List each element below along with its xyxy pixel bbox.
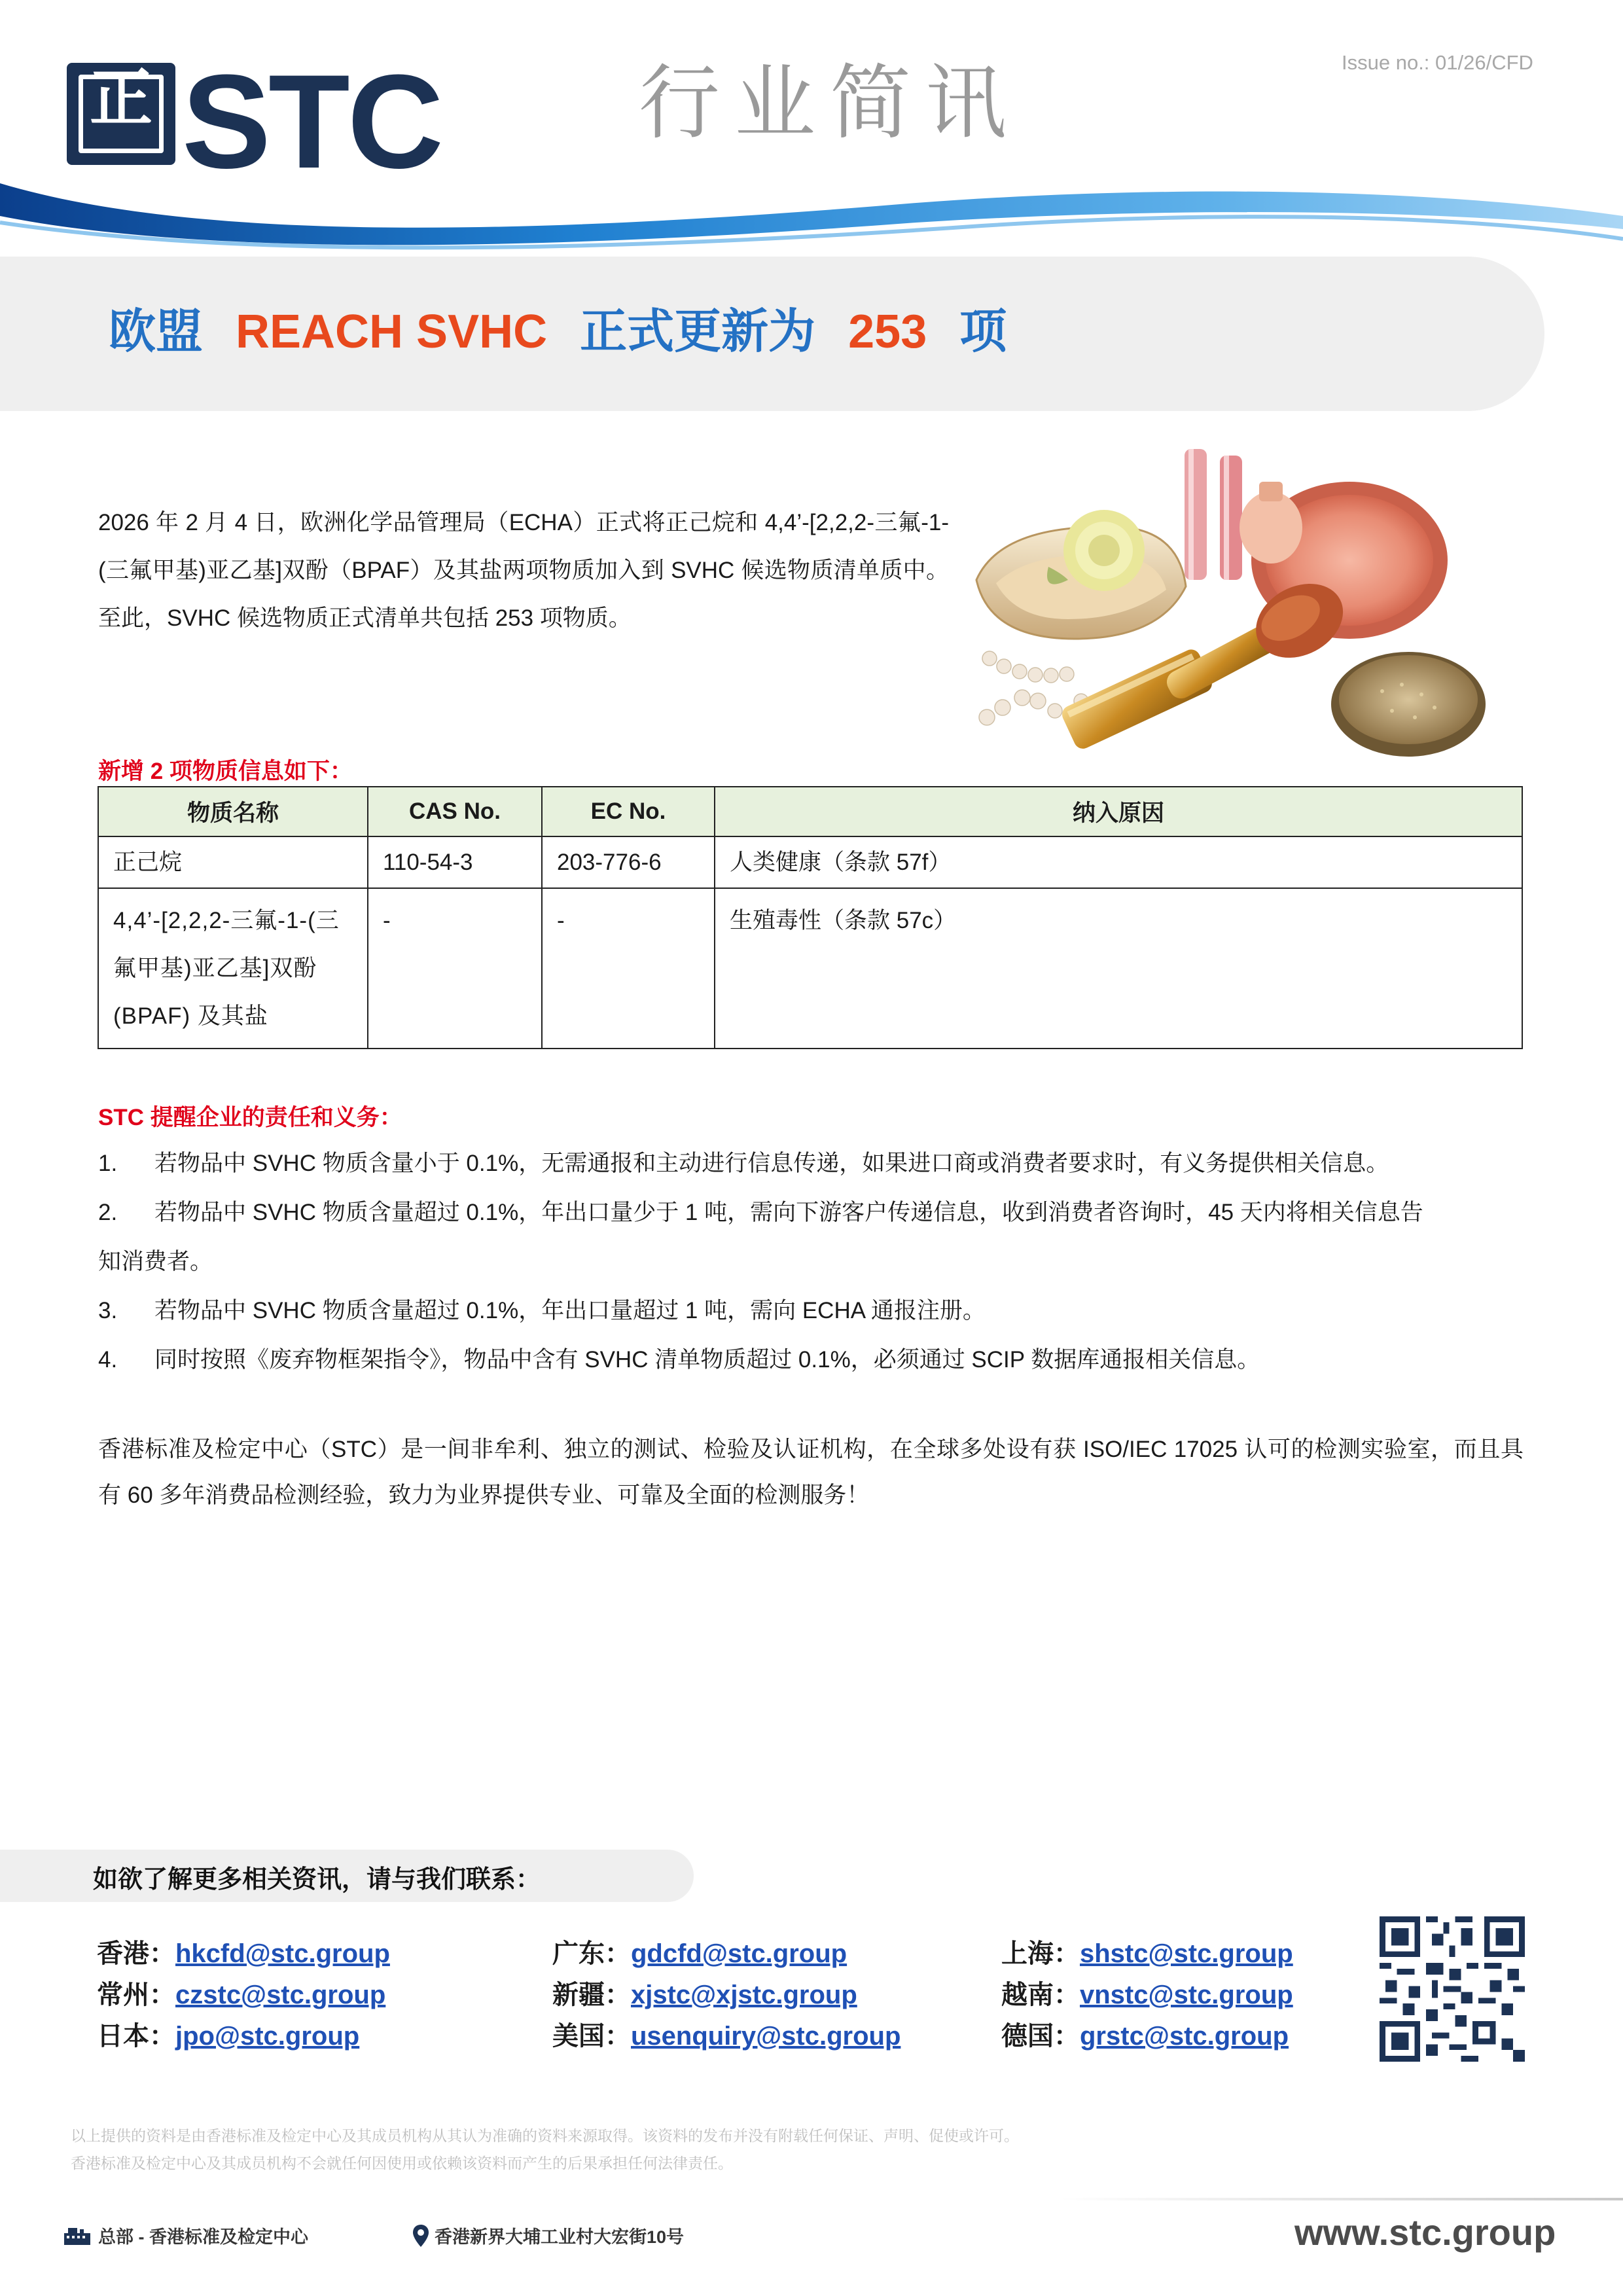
contact-item <box>97 1933 390 1975</box>
email-link[interactable]: shstc@stc.group <box>1080 1939 1293 1968</box>
disclaimer <box>71 2122 1019 2177</box>
newsletter-title: 行业简讯 <box>639 56 1022 151</box>
list-number: 1. <box>98 1151 118 1176</box>
footer-headquarters <box>63 2223 308 2248</box>
contact-label: 日本： <box>97 2022 175 2051</box>
column-header: 物质名称 <box>98 787 368 836</box>
contact-label: 美国： <box>552 2022 631 2051</box>
contact-column <box>1001 1933 1293 2057</box>
table-row <box>98 836 1522 888</box>
contact-label: 广东： <box>552 1939 631 1968</box>
qr-code[interactable] <box>1380 1916 1525 2062</box>
contact-item <box>97 2016 390 2057</box>
table-cell: - <box>542 888 715 1049</box>
list-text: 同时按照《废弃物框架指令》，物品中含有 SVHC 清单物质超过 0.1%，必须通过 SCIP 数据库通报相关信息。 <box>154 1347 1260 1372</box>
list-number: 4. <box>98 1347 118 1372</box>
column-header: 纳入原因 <box>715 787 1522 836</box>
table-heading: 新增 2 项物质信息如下： <box>98 759 353 784</box>
contact-column <box>97 1933 390 2057</box>
email-link[interactable]: jpo@stc.group <box>175 2022 360 2051</box>
list-item <box>98 1139 1524 1188</box>
list-item <box>98 1286 1524 1335</box>
table-header-row <box>98 787 1522 836</box>
list-text: 若物品中 SVHC 物质含量小于 0.1%，无需通报和主动进行信息传递，如果进口商或消费者要求时，有义务提供相关信息。 <box>154 1151 1389 1176</box>
location-pin-icon <box>412 2224 429 2248</box>
logo-emblem <box>67 63 175 165</box>
address-text: 香港新界大埔工业村大宏街10号 <box>435 2227 685 2247</box>
table-cell: 110-54-3 <box>368 836 542 888</box>
table-cell: 人类健康（条款 57f） <box>715 836 1522 888</box>
title-part-reach: REACH SVHC <box>236 306 548 358</box>
list-text: 若物品中 SVHC 物质含量超过 0.1%，年出口量超过 1 吨，需向 ECHA 通报注册。 <box>154 1298 986 1323</box>
contact-item <box>552 2016 901 2057</box>
contact-label: 新疆： <box>552 1981 631 2009</box>
contact-item <box>552 1933 901 1975</box>
about-paragraph: 香港标准及检定中心（STC）是一间非牟利、独立的测试、检验及认证机构，在全球多处设有获 ISO/IEC 17025 认可的检测实验室，而且具有 60 多年消费品检测经验，致力为业界提供专业、可靠及全面的检测服务！ <box>98 1437 1524 1508</box>
list-number: 3. <box>98 1298 118 1323</box>
contact-label: 常州： <box>97 1981 175 2009</box>
title-part-unit: 项 <box>959 306 1007 358</box>
table-cell: 4,4’-[2,2,2-三氟-1-(三氟甲基)亚乙基]双酚 (BPAF) 及其盐 <box>98 888 368 1049</box>
page-title <box>109 304 1007 360</box>
duties-heading: STC 提醒企业的责任和义务： <box>98 1105 402 1130</box>
list-item-continuation: 知消费者。 <box>98 1249 213 1274</box>
email-link[interactable]: grstc@stc.group <box>1080 2022 1289 2051</box>
cosmetics-image <box>963 442 1495 770</box>
table-cell: 203-776-6 <box>542 836 715 888</box>
disclaimer-line: 香港标准及检定中心及其成员机构不会就任何因使用或依赖该资料而产生的后果承担任何法律责任。 <box>71 2155 733 2172</box>
contact-label: 上海： <box>1001 1939 1080 1968</box>
contact-label: 德国： <box>1001 2022 1080 2051</box>
substance-table <box>98 786 1523 1049</box>
table-cell: - <box>368 888 542 1049</box>
contact-item <box>1001 1933 1293 1975</box>
email-link[interactable]: vnstc@stc.group <box>1080 1981 1293 2009</box>
logo-glyph: 正 <box>90 61 152 135</box>
footer-address <box>412 2223 684 2248</box>
contact-label: 香港： <box>97 1939 175 1968</box>
table-row <box>98 888 1522 1049</box>
title-part-count: 253 <box>848 306 927 358</box>
list-number: 2. <box>98 1200 118 1225</box>
email-link[interactable]: usenquiry@stc.group <box>631 2022 901 2051</box>
headquarters-label: 总部 - 香港标准及检定中心 <box>98 2227 308 2247</box>
contact-item <box>552 1975 901 2016</box>
contact-heading: 如欲了解更多相关资讯，请与我们联系： <box>93 1866 541 1893</box>
column-header: EC No. <box>542 787 715 836</box>
footer-divider <box>1060 2198 1623 2200</box>
website-link[interactable]: www.stc.group <box>1294 2212 1556 2253</box>
contact-item <box>1001 2016 1293 2057</box>
contact-item <box>1001 1975 1293 2016</box>
stc-logo <box>67 47 459 196</box>
column-header: CAS No. <box>368 787 542 836</box>
list-item <box>98 1188 1524 1237</box>
email-link[interactable]: hkcfd@stc.group <box>175 1939 390 1968</box>
disclaimer-line: 以上提供的资料是由香港标准及检定中心及其成员机构从其认为准确的资料来源取得。该资料的发布并没有附载任何保证、声明、促使或许可。 <box>71 2127 1019 2144</box>
title-part-eu: 欧盟 <box>109 306 204 358</box>
list-text: 若物品中 SVHC 物质含量超过 0.1%，年出口量少于 1 吨，需向下游客户传递信息，收到消费者咨询时，45 天内将相关信息告 <box>154 1200 1423 1225</box>
contact-column <box>552 1933 901 2057</box>
email-link[interactable]: czstc@stc.group <box>175 1981 386 2009</box>
logo-wordmark: STC <box>182 47 441 196</box>
table-cell: 生殖毒性（条款 57c） <box>715 888 1522 1049</box>
list-item <box>98 1335 1524 1384</box>
contact-item <box>97 1975 390 2016</box>
intro-paragraph: 2026 年 2 月 4 日，欧洲化学品管理局（ECHA）正式将正己烷和 4,4’-[2,2,2-三氟-1-(三氟甲基)亚乙基]双酚（BPAF）及其盐两项物质加入到 SVHC 候选物质清单质中。至此，SVHC 候选物质正式清单共包括 253 项物质。 <box>98 510 949 631</box>
table-cell: 正己烷 <box>98 836 368 888</box>
issue-number: Issue no.: 01/26/CFD <box>1342 51 1533 74</box>
email-link[interactable]: xjstc@xjstc.group <box>631 1981 857 2009</box>
email-link[interactable]: gdcfd@stc.group <box>631 1939 847 1968</box>
building-icon <box>63 2225 92 2246</box>
title-part-update: 正式更新为 <box>580 306 816 358</box>
contact-label: 越南： <box>1001 1981 1080 2009</box>
duties-list <box>98 1139 1524 1384</box>
